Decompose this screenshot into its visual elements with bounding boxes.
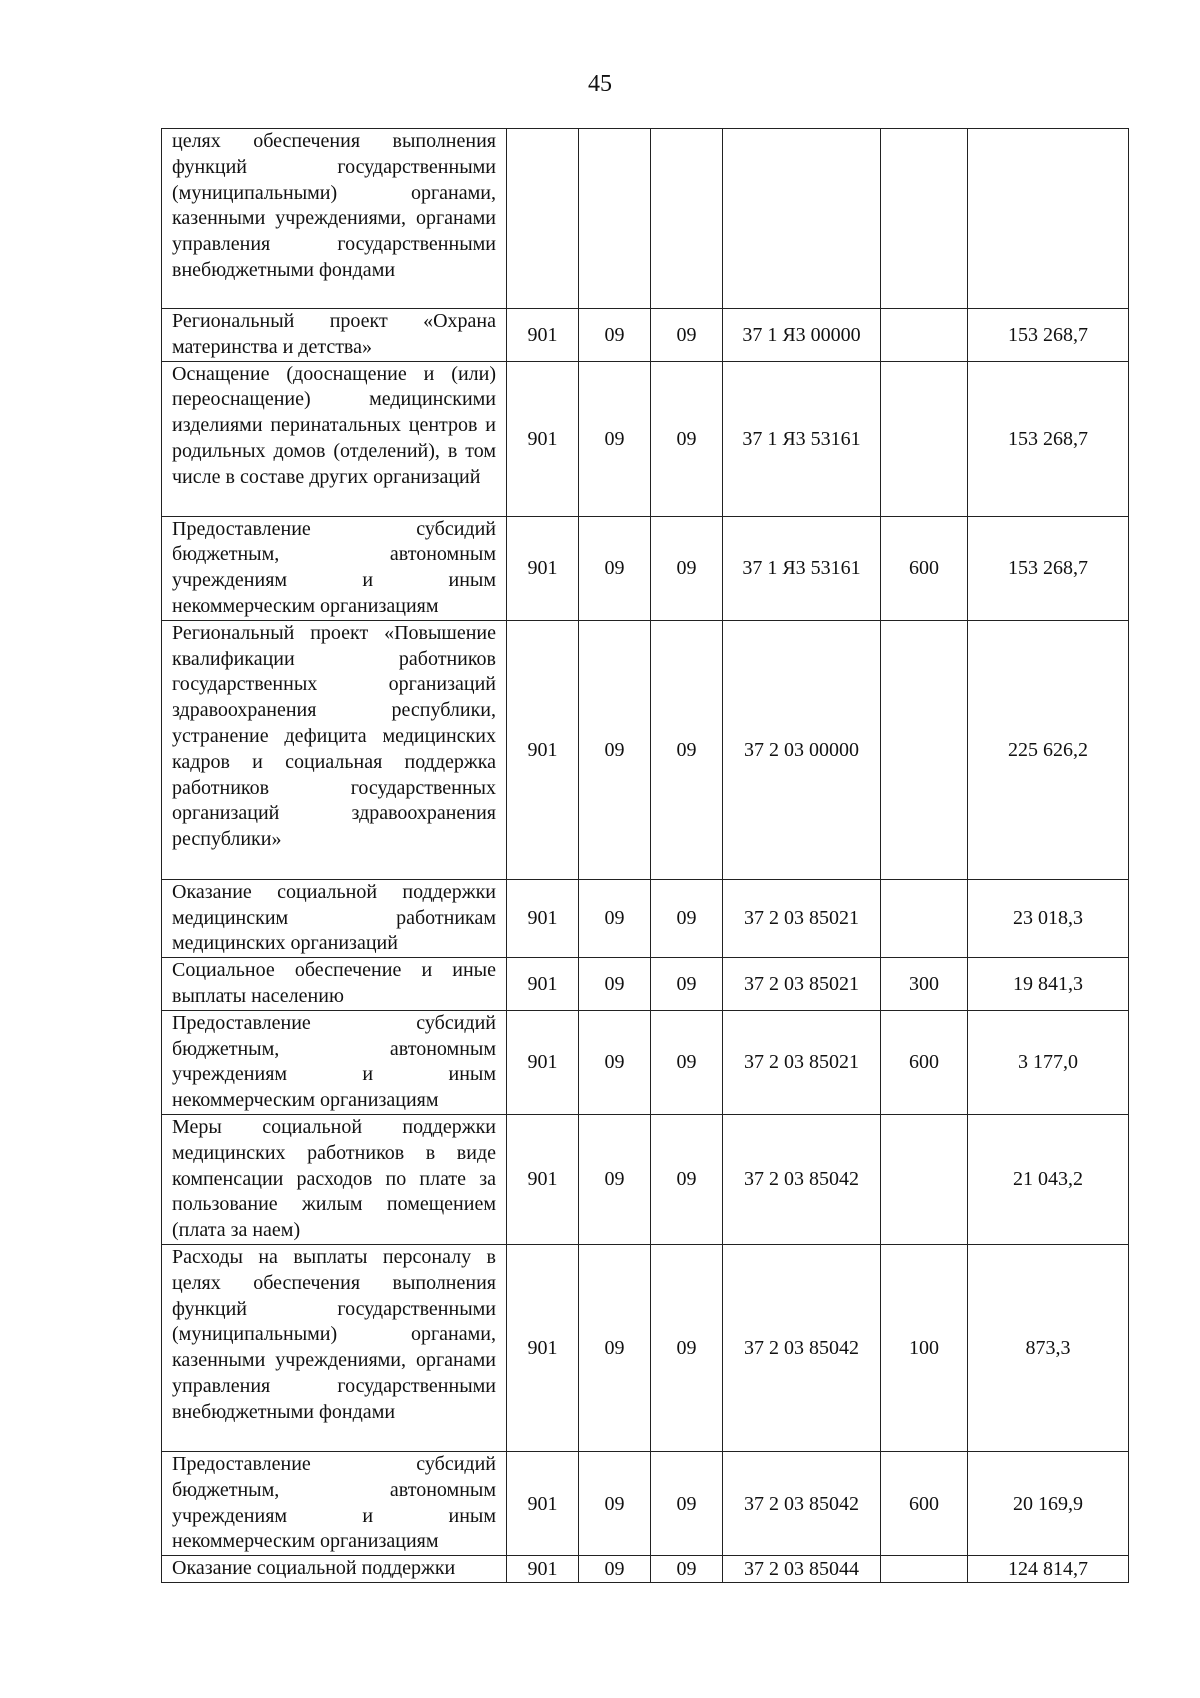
row-description: Предоставление субсидий бюджетным, автономным учреждениям и иным некоммерческим организациям [162, 516, 507, 620]
row-description: Предоставление субсидий бюджетным, автономным учреждениям и иным некоммерческим организациям [162, 1451, 507, 1555]
cell-vr: 600 [881, 516, 968, 620]
table-row [162, 1114, 1129, 1244]
cell-vr [881, 129, 968, 309]
cell-glv: 901 [507, 1010, 579, 1114]
cell-sum: 225 626,2 [968, 620, 1129, 879]
cell-glv: 901 [507, 1244, 579, 1451]
cell-vr: 600 [881, 1010, 968, 1114]
cell-pr: 09 [651, 1010, 723, 1114]
cell-pr: 09 [651, 879, 723, 957]
cell-rz: 09 [579, 516, 651, 620]
cell-sum: 20 169,9 [968, 1451, 1129, 1555]
table-row [162, 1010, 1129, 1114]
cell-glv: 901 [507, 620, 579, 879]
table-row [162, 516, 1129, 620]
cell-csr: 37 2 03 85042 [723, 1244, 881, 1451]
cell-rz: 09 [579, 1114, 651, 1244]
cell-sum: 124 814,7 [968, 1556, 1129, 1583]
cell-rz: 09 [579, 958, 651, 1011]
cell-vr [881, 361, 968, 516]
cell-csr: 37 2 03 85044 [723, 1556, 881, 1583]
cell-pr: 09 [651, 958, 723, 1011]
cell-csr: 37 2 03 85042 [723, 1451, 881, 1555]
cell-sum: 153 268,7 [968, 309, 1129, 362]
row-description: целях обеспечения выполнения функций государственными (муниципальными) органами, казенными учреждениями, органами управления государственными внебюджетными фондами [162, 129, 507, 309]
row-description: Региональный проект «Охрана материнства и детства» [162, 309, 507, 362]
cell-csr: 37 2 03 85021 [723, 879, 881, 957]
row-description: Оказание социальной поддержки [162, 1556, 507, 1583]
cell-csr: 37 2 03 85042 [723, 1114, 881, 1244]
table-row [162, 309, 1129, 362]
cell-glv: 901 [507, 1556, 579, 1583]
cell-rz [579, 129, 651, 309]
cell-csr: 37 1 Я3 53161 [723, 516, 881, 620]
cell-glv: 901 [507, 309, 579, 362]
cell-csr [723, 129, 881, 309]
cell-glv: 901 [507, 361, 579, 516]
cell-glv: 901 [507, 958, 579, 1011]
cell-rz: 09 [579, 1451, 651, 1555]
table-row [162, 1556, 1129, 1583]
cell-vr [881, 620, 968, 879]
cell-vr: 600 [881, 1451, 968, 1555]
cell-vr [881, 1114, 968, 1244]
cell-csr: 37 1 Я3 00000 [723, 309, 881, 362]
table-row [162, 129, 1129, 309]
cell-glv: 901 [507, 516, 579, 620]
cell-glv: 901 [507, 1114, 579, 1244]
cell-rz: 09 [579, 1010, 651, 1114]
cell-sum: 153 268,7 [968, 516, 1129, 620]
cell-pr: 09 [651, 516, 723, 620]
table-row [162, 1451, 1129, 1555]
table-row [162, 958, 1129, 1011]
row-description: Предоставление субсидий бюджетным, автономным учреждениям и иным некоммерческим организациям [162, 1010, 507, 1114]
cell-vr [881, 309, 968, 362]
page-number: 45 [588, 71, 612, 97]
cell-sum: 3 177,0 [968, 1010, 1129, 1114]
cell-rz: 09 [579, 1556, 651, 1583]
cell-pr: 09 [651, 1451, 723, 1555]
table-row [162, 620, 1129, 879]
cell-pr: 09 [651, 620, 723, 879]
cell-rz: 09 [579, 879, 651, 957]
table-row [162, 361, 1129, 516]
budget-table [161, 128, 1129, 1583]
cell-sum: 873,3 [968, 1244, 1129, 1451]
cell-csr: 37 1 Я3 53161 [723, 361, 881, 516]
cell-csr: 37 2 03 00000 [723, 620, 881, 879]
row-description: Оказание социальной поддержки медицинским работникам медицинских организаций [162, 879, 507, 957]
cell-csr: 37 2 03 85021 [723, 958, 881, 1011]
cell-rz: 09 [579, 1244, 651, 1451]
cell-rz: 09 [579, 309, 651, 362]
cell-vr [881, 879, 968, 957]
cell-rz: 09 [579, 620, 651, 879]
row-description: Меры социальной поддержки медицинских работников в виде компенсации расходов по плате за пользование жилым помещением (плата за наем) [162, 1114, 507, 1244]
cell-pr [651, 129, 723, 309]
cell-pr: 09 [651, 1114, 723, 1244]
cell-glv [507, 129, 579, 309]
cell-sum: 19 841,3 [968, 958, 1129, 1011]
cell-glv: 901 [507, 879, 579, 957]
cell-vr: 100 [881, 1244, 968, 1451]
row-description: Расходы на выплаты персоналу в целях обеспечения выполнения функций государственными (муниципальными) органами, казенными учреждениями, органами управления государственными внебюджетными фондами [162, 1244, 507, 1451]
cell-vr [881, 1556, 968, 1583]
row-description: Региональный проект «Повышение квалификации работников государственных организаций здравоохранения республики, устранение дефицита медицинских кадров и социальная поддержка работников государственных организаций здравоохранения республики» [162, 620, 507, 879]
cell-sum: 23 018,3 [968, 879, 1129, 957]
cell-pr: 09 [651, 1244, 723, 1451]
cell-sum [968, 129, 1129, 309]
cell-pr: 09 [651, 1556, 723, 1583]
row-description: Оснащение (дооснащение и (или) переоснащение) медицинскими изделиями перинатальных центров и родильных домов (отделений), в том числе в составе других организаций [162, 361, 507, 516]
cell-glv: 901 [507, 1451, 579, 1555]
cell-vr: 300 [881, 958, 968, 1011]
cell-pr: 09 [651, 361, 723, 516]
cell-pr: 09 [651, 309, 723, 362]
cell-sum: 153 268,7 [968, 361, 1129, 516]
cell-rz: 09 [579, 361, 651, 516]
table-row [162, 879, 1129, 957]
cell-csr: 37 2 03 85021 [723, 1010, 881, 1114]
cell-sum: 21 043,2 [968, 1114, 1129, 1244]
row-description: Социальное обеспечение и иные выплаты населению [162, 958, 507, 1011]
table-row [162, 1244, 1129, 1451]
